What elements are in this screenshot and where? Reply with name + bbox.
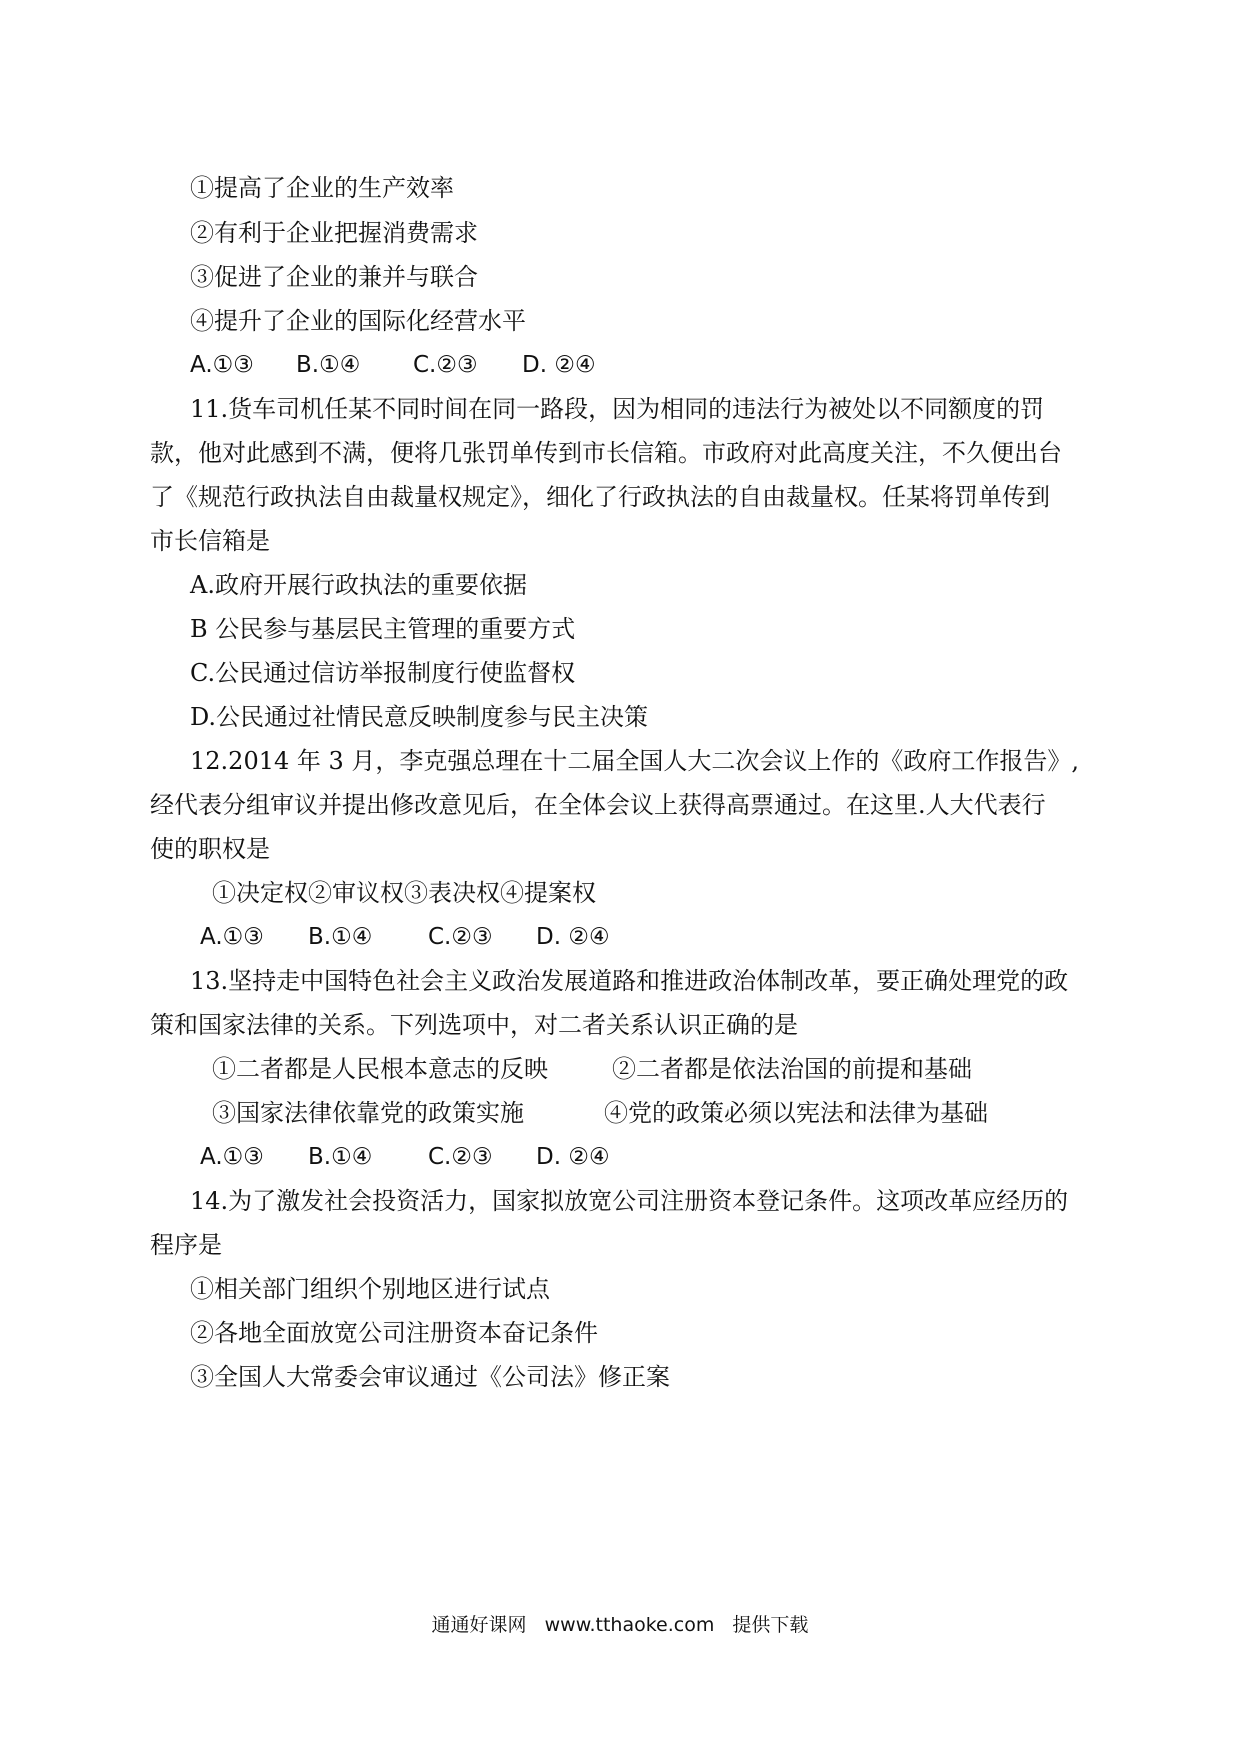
q13-stem-line-2: 策和国家法律的关系。下列选项中，对二者关系认识正确的是 [150, 1011, 798, 1039]
footer-site-name: 通通好课网 [431, 1614, 527, 1636]
q11-option-b: B 公民参与基层民主管理的重要方式 [190, 615, 576, 643]
q13-option-c: C.②③ [428, 1144, 493, 1170]
footer-url[interactable]: www.tthaoke.com [544, 1614, 715, 1636]
q10-statement-4: ④提升了企业的国际化经营水平 [190, 307, 526, 335]
q13-statement-2: ②二者都是依法治国的前提和基础 [612, 1055, 972, 1083]
q11-stem-line-3: 了《规范行政执法自由裁量权规定》，细化了行政执法的自由裁量权。任某将罚单传到 [150, 483, 1050, 511]
q14-stem-line-2: 程序是 [150, 1231, 222, 1259]
q13-statement-1: ①二者都是人民根本意志的反映 [212, 1055, 548, 1083]
q12-stem-line-2: 经代表分组审议并提出修改意见后，在全体会议上获得高票通过。在这里.人大代表行 [150, 791, 1046, 819]
q10-option-a: A.①③ [190, 352, 254, 378]
q13-option-d: D. ②④ [536, 1144, 610, 1170]
q12-option-c: C.②③ [428, 924, 493, 950]
footer-suffix: 提供下载 [732, 1614, 809, 1636]
q14-statement-1: ①相关部门组织个别地区进行试点 [190, 1275, 550, 1303]
q11-stem-line-2: 款，他对此感到不满，便将几张罚单传到市长信箱。市政府对此高度关注，不久便出台 [150, 439, 1062, 467]
q12-option-a: A.①③ [200, 924, 264, 950]
q10-option-d: D. ②④ [522, 352, 596, 378]
q10-option-c: C.②③ [413, 352, 478, 378]
q12-option-d: D. ②④ [536, 924, 610, 950]
q13-option-b: B.①④ [308, 1144, 373, 1170]
q11-option-c: C.公民通过信访举报制度行使监督权 [190, 659, 576, 687]
q11-option-d: D.公民通过社情民意反映制度参与民主决策 [190, 703, 649, 731]
q13-option-a: A.①③ [200, 1144, 264, 1170]
q14-statement-3: ③全国人大常委会审议通过《公司法》修正案 [190, 1363, 670, 1391]
q11-option-a: A.政府开展行政执法的重要依据 [190, 571, 527, 599]
q12-stem-line-1: 12.2014 年 3 月，李克强总理在十二届全国人大二次会议上作的《政府工作报告》, [190, 747, 1080, 775]
q10-statement-2: ②有利于企业把握消费需求 [190, 219, 478, 247]
q10-option-b: B.①④ [296, 352, 361, 378]
q12-option-b: B.①④ [308, 924, 373, 950]
q12-statements: ①决定权②审议权③表决权④提案权 [212, 879, 596, 907]
q13-stem-line-1: 13.坚持走中国特色社会主义政治发展道路和推进政治体制改革，要正确处理党的政 [190, 967, 1069, 995]
q11-stem-line-1: 11.货车司机任某不同时间在同一路段，因为相同的违法行为被处以不同额度的罚 [190, 395, 1045, 423]
q14-stem-line-1: 14.为了激发社会投资活力，国家拟放宽公司注册资本登记条件。这项改革应经历的 [190, 1187, 1069, 1215]
q11-stem-line-4: 市长信箱是 [150, 527, 270, 555]
page-footer [0, 1612, 1240, 1638]
q13-statement-3: ③国家法律依靠党的政策实施 [212, 1099, 524, 1127]
q12-stem-line-3: 使的职权是 [150, 835, 270, 863]
q10-statement-1: ①提高了企业的生产效率 [190, 174, 454, 202]
q10-statement-3: ③促进了企业的兼并与联合 [190, 263, 478, 291]
q13-statement-4: ④党的政策必须以宪法和法律为基础 [604, 1099, 988, 1127]
q14-statement-2: ②各地全面放宽公司注册资本奋记条件 [190, 1319, 598, 1347]
